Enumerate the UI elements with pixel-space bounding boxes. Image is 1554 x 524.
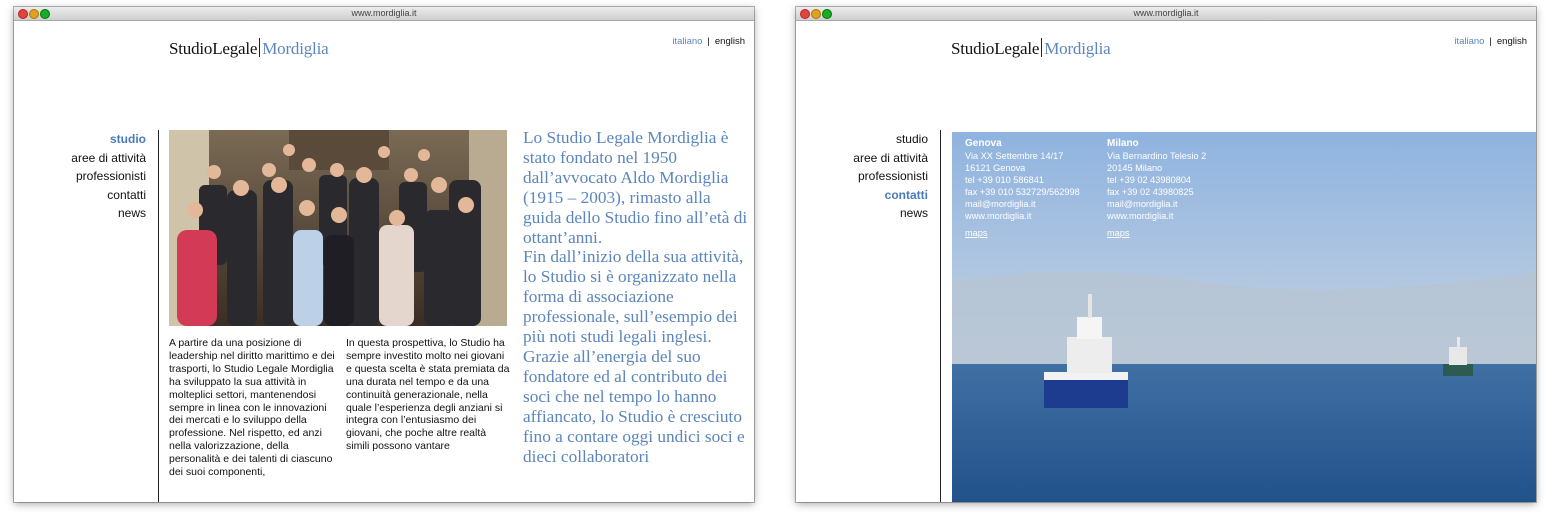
lang-english-link[interactable]: english: [1496, 36, 1527, 47]
office-mail-link[interactable]: mail@mordiglia.it: [965, 199, 1036, 209]
nav-item-professionisti[interactable]: professionisti: [75, 169, 146, 183]
nav-divider: [940, 130, 941, 502]
language-switcher: [672, 36, 745, 47]
office-web-link[interactable]: www.mordiglia.it: [1107, 211, 1174, 221]
title-bar: [796, 7, 1536, 21]
nav-item-professionisti[interactable]: professionisti: [857, 169, 928, 183]
window-url: www.mordiglia.it: [351, 8, 417, 18]
maps-link[interactable]: maps: [1107, 228, 1130, 238]
nav-item-aree-di-attivita[interactable]: aree di attività: [71, 150, 146, 165]
lang-separator: |: [707, 36, 710, 47]
intro-paragraph: Lo Studio Legale Mordiglia è stato fondato nel 1950 dall’avvocato Aldo Mordiglia (1915 – 2003), rimasto alla guida dello Studio fino all’età di ottant’anni.: [523, 128, 748, 247]
office-web-link[interactable]: www.mordiglia.it: [965, 211, 1032, 221]
office-tel: tel +39 02 43980804: [1107, 175, 1192, 185]
office-address: Via Bernardino Telesio 2: [1107, 151, 1207, 161]
office-mail-link[interactable]: mail@mordiglia.it: [1107, 199, 1178, 209]
text-column-1: A partire da una posizione di leadership nel diritto marittimo e dei trasporti, lo Studio Legale Mordiglia ha sviluppato la sua attività in molteplici settori, mantenendosi sempre in linea con le innovazioni dei mercati e lo sviluppo della professione. Nel rispetto, ed anzi nella valorizzazione, della personalità e dei talenti di ciascuno dei suoi componenti,: [169, 337, 335, 479]
logo-studio-legale: StudioLegale: [169, 39, 258, 58]
site-logo[interactable]: [951, 38, 1110, 59]
nav-item-studio[interactable]: studio: [895, 132, 928, 146]
nav-item-contatti[interactable]: contatti: [107, 187, 146, 202]
intro-text: [523, 128, 749, 466]
office-fax: fax +39 02 43980825: [1107, 187, 1194, 197]
nav-item-news[interactable]: news: [117, 206, 146, 220]
office-cap: 16121 Genova: [965, 163, 1026, 173]
nav-item-contatti[interactable]: contatti: [884, 187, 928, 202]
nav-item-news[interactable]: news: [899, 206, 928, 220]
office-tel: tel +39 010 586841: [965, 175, 1044, 185]
maps-link[interactable]: maps: [965, 228, 988, 238]
office-city: Genova: [965, 138, 1002, 149]
office-cap: 20145 Milano: [1107, 163, 1163, 173]
team-photo: [169, 130, 507, 326]
office-city: Milano: [1107, 138, 1139, 149]
logo-mordiglia: Mordiglia: [262, 39, 329, 58]
lang-italiano-link[interactable]: italiano: [1454, 36, 1485, 47]
intro-paragraph: Fin dall’inizio della sua attività, lo Studio si è organizzato nella forma di associazione professionale, sull’esempio dei più noti studi legali inglesi.: [523, 247, 744, 347]
logo-divider: [259, 38, 260, 57]
site-logo[interactable]: [169, 38, 328, 59]
nav-item-aree-di-attivita[interactable]: aree di attività: [853, 150, 928, 165]
lang-separator: |: [1489, 36, 1492, 47]
logo-studio-legale: StudioLegale: [951, 39, 1040, 58]
office-genova: [965, 138, 1080, 239]
title-bar: [14, 7, 754, 21]
nav-divider: [158, 130, 159, 502]
office-address: Via XX Settembre 14/17: [965, 151, 1064, 161]
main-nav: [853, 130, 928, 223]
main-nav: [71, 130, 146, 223]
window-url: www.mordiglia.it: [1133, 8, 1199, 18]
browser-window-contatti: [796, 7, 1536, 502]
text-column-2: In questa prospettiva, lo Studio ha sempre investito molto nei giovani e questa scelta è stata premiata da una durata nel tempo e da una continuità generazionale, nella quale l’esperienza degli anziani si integra con l’entusiasmo dei giovani, che poche altre realtà simili possono vantare: [346, 337, 510, 453]
browser-window-studio: [14, 7, 754, 502]
intro-paragraph: Grazie all’energia del suo fondatore ed al contributo dei soci che nel tempo lo hanno affiancato, lo Studio è cresciuto fino a contare oggi undici soci e dieci collaboratori: [523, 346, 745, 466]
office-milano: [1107, 138, 1206, 239]
nav-item-studio[interactable]: studio: [110, 132, 146, 146]
language-switcher: [1454, 36, 1527, 47]
office-fax: fax +39 010 532729/562998: [965, 187, 1080, 197]
lang-italiano-link[interactable]: italiano: [672, 36, 703, 47]
lang-english-link[interactable]: english: [714, 36, 745, 47]
logo-mordiglia: Mordiglia: [1044, 39, 1111, 58]
logo-divider: [1041, 38, 1042, 57]
